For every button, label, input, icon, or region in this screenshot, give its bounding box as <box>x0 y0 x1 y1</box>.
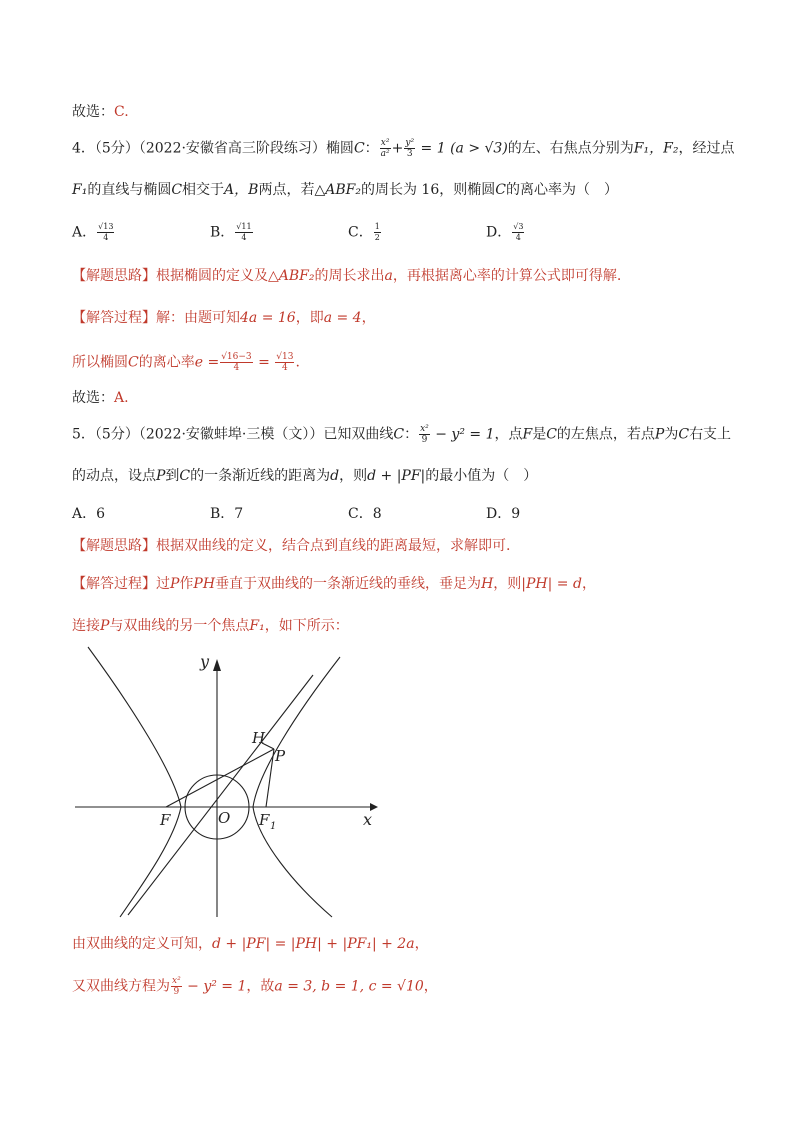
q5-equation: 又双曲线方程为 $\frac{\text{x²}}{9}$ − y² = 1，故a = 3, b = 1, c = √10， <box>72 976 438 997</box>
hyperbola-figure <box>70 645 380 920</box>
q4-option-a[interactable]: A． $\frac{√13}{4}$ <box>72 222 114 242</box>
q4-option-b[interactable]: B． $\frac{√11}{4}$ <box>210 222 252 242</box>
q5-solution-idea: 【解题思路】根据双曲线的定义，结合点到直线的距离最短，求解即可. <box>72 538 511 554</box>
hyperbola-left-branch <box>88 647 181 917</box>
q5-definition: 由双曲线的定义可知，d + |PF| = |PH| + |PF₁| + 2a， <box>72 936 429 952</box>
q5-option-c[interactable]: C．8 <box>348 506 382 522</box>
label-F1-sub: 1 <box>270 821 277 832</box>
frac-y2-3: $\frac{\text{y²}}{3}$ <box>405 138 415 159</box>
segment-PF <box>166 749 274 807</box>
q5-solution-process: 【解答过程】过P作PH垂直于双曲线的一条渐近线的垂线，垂足为H，则|PH| = d， <box>72 576 596 592</box>
q5-option-a[interactable]: A．6 <box>72 506 106 522</box>
q3-answer: 故选：C. <box>72 104 129 120</box>
q5-connect-line: 连接P与双曲线的另一个焦点F₁，如下所示： <box>72 618 349 634</box>
q5-stem-line2: 的动点，设点P到C的一条渐近线的距离为d，则d + |PF|的最小值为（ ） <box>72 468 538 484</box>
label-x: x <box>363 810 373 829</box>
frac-x2-a2: $\frac{\text{x²}}{\text{a²}}$ <box>380 138 390 159</box>
q4-option-d[interactable]: D． $\frac{√3}{4}$ <box>486 222 524 242</box>
q4-answer: 故选：A. <box>72 390 129 406</box>
q5-stem-line1: 5．（5分）（2022·安徽蚌埠·三模（文））已知双曲线C： $\frac{\text{x²}}{9}$ − y² = 1，点F是C的左焦点，若点P为C右支上 <box>72 424 732 445</box>
label-H: H <box>252 729 266 747</box>
q4-solution-idea: 【解题思路】根据椭圆的定义及△ABF₂的周长求出a，再根据离心率的计算公式即可得解. <box>72 268 622 284</box>
segment-PF1 <box>266 749 274 807</box>
q4-stem-line2: F₁的直线与椭圆C相交于A，B两点，若△ABF₂的周长为 16，则椭圆C的离心率为（ ） <box>72 182 618 198</box>
q5-option-b[interactable]: B．7 <box>210 506 244 522</box>
q4-option-c[interactable]: C． $\frac{1}{2}$ <box>348 222 380 242</box>
y-axis-arrow <box>213 659 221 671</box>
label-F: F <box>160 811 171 829</box>
label-O: O <box>218 809 231 827</box>
asymptote-1 <box>128 675 313 915</box>
q4-stem-line1: 4．（5分）（2022·安徽省高三阶段练习）椭圆C： $\frac{\text{x²}}{\text{a²}}$ + $\frac{\text{y²}}{3}$ = 1 (a > √3)的左、右焦点分别为F₁，F₂，经过点 <box>72 138 735 159</box>
q4-solution-process: 【解答过程】解：由题可知4a = 16，即a = 4， <box>72 310 376 326</box>
label-P: P <box>275 747 286 765</box>
q5-option-d[interactable]: D．9 <box>486 506 521 522</box>
label-y: y <box>200 652 210 671</box>
q4-eccentricity: 所以椭圆C的离心率e = $\frac{√16-3}{4}$ = $\frac{√13}{4}$ . <box>72 352 300 373</box>
label-F1: F <box>259 811 270 829</box>
